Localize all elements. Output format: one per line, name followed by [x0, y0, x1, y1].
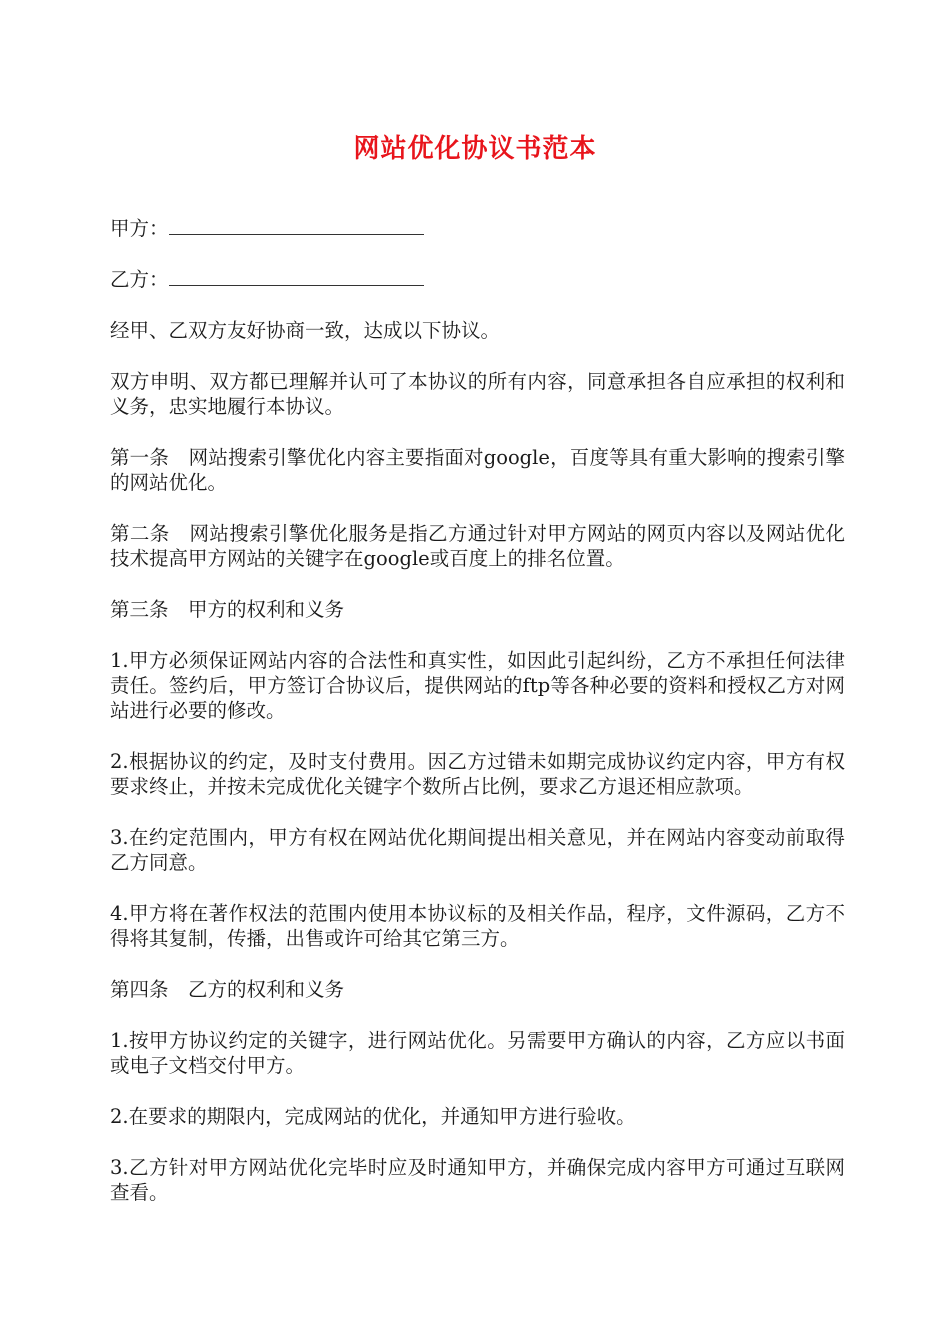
paragraph-article-1: 第一条 网站搜索引擎优化内容主要指面对google，百度等具有重大影响的搜索引擎的网站优化。: [110, 446, 845, 494]
heading-article-3: 第三条 甲方的权利和义务: [110, 598, 345, 621]
party-b-line: [110, 267, 845, 292]
party-b-label: 乙方：: [110, 268, 169, 291]
paragraph-article-3-item-1: 1.甲方必须保证网站内容的合法性和真实性，如因此引起纠纷，乙方不承担任何法律责任。签约后，甲方签订合协议后，提供网站的ftp等各种必要的资料和授权乙方对网站进行必要的修改。: [110, 649, 845, 722]
party-a-line: [110, 216, 845, 241]
paragraph-article-4-item-3: 3.乙方针对甲方网站优化完毕时应及时通知甲方，并确保完成内容甲方可通过互联网查看。: [110, 1156, 845, 1204]
paragraph-declaration: 双方申明、双方都已理解并认可了本协议的所有内容，同意承担各自应承担的权利和义务，忠实地履行本协议。: [110, 370, 845, 418]
paragraph-article-4-item-2: 2.在要求的期限内，完成网站的优化，并通知甲方进行验收。: [110, 1105, 636, 1128]
document-title: 网站优化协议书范本: [353, 134, 597, 164]
paragraph-article-3-item-3: 3.在约定范围内，甲方有权在网站优化期间提出相关意见，并在网站内容变动前取得乙方同意。: [110, 826, 845, 874]
party-a-label: 甲方：: [110, 217, 169, 240]
paragraph-article-3-item-4: 4.甲方将在著作权法的范围内使用本协议标的及相关作品，程序，文件源码，乙方不得将其复制，传播，出售或许可给其它第三方。: [110, 902, 845, 950]
paragraph-article-3-item-2: 2.根据协议的约定，及时支付费用。因乙方过错未如期完成协议约定内容，甲方有权要求终止，并按未完成优化关键字个数所占比例，要求乙方退还相应款项。: [110, 750, 845, 798]
document-body: [110, 216, 845, 1231]
party-a-blank: [169, 219, 424, 235]
paragraph-agreement-intro: 经甲、乙双方友好协商一致，达成以下协议。: [110, 319, 501, 342]
paragraph-article-4-item-1: 1.按甲方协议约定的关键字，进行网站优化。另需要甲方确认的内容，乙方应以书面或电子文档交付甲方。: [110, 1029, 845, 1077]
paragraph-article-2: 第二条 网站搜索引擎优化服务是指乙方通过针对甲方网站的网页内容以及网站优化技术提高甲方网站的关键字在google或百度上的排名位置。: [110, 522, 845, 570]
heading-article-4: 第四条 乙方的权利和义务: [110, 978, 345, 1001]
party-b-blank: [169, 270, 424, 286]
